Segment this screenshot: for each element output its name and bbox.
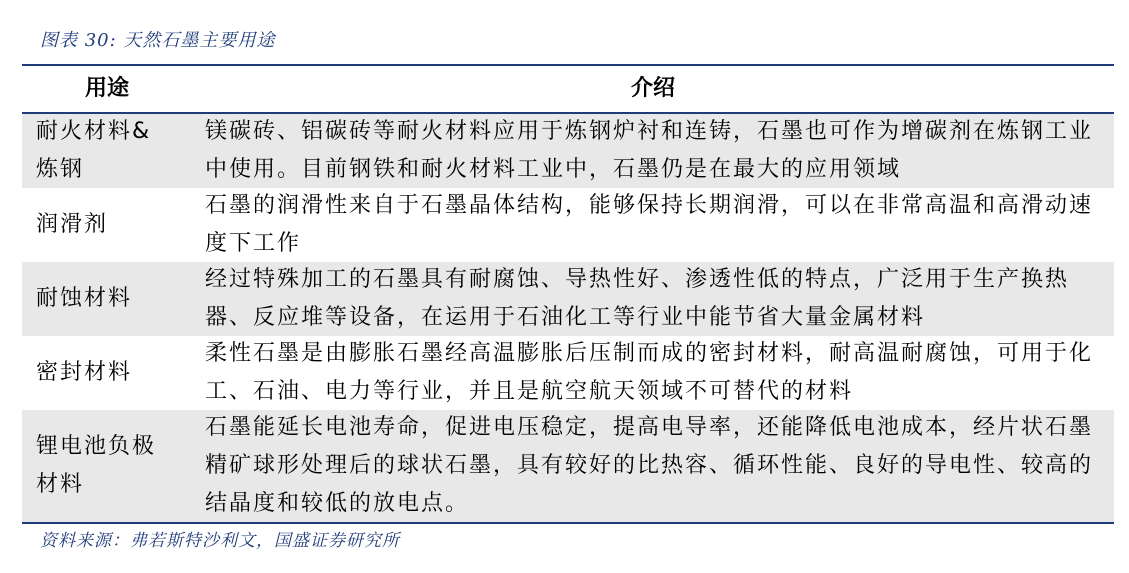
row-use: 润滑剂 xyxy=(36,212,109,237)
table-row xyxy=(22,188,1114,262)
table-row xyxy=(22,262,1114,336)
header-description: 介绍 xyxy=(630,76,675,101)
row-use: 耐蚀材料 xyxy=(36,286,133,311)
table-row xyxy=(22,336,1114,410)
row-use: 密封材料 xyxy=(36,360,133,385)
row-use: 锂电池负极 材料 xyxy=(36,434,157,497)
figure-caption: 图表 30: 天然石墨主要用途 xyxy=(40,30,276,51)
row-use: 耐火材料& 炼钢 xyxy=(36,119,152,182)
table-row xyxy=(22,410,1114,522)
row-description: 柔性石墨是由膨胀石墨经高温膨胀后压制而成的密封材料，耐高温耐腐蚀，可用于化工、石油、电力等行业，并且是航空航天领域不可替代的材料 xyxy=(205,341,1094,404)
row-description: 经过特殊加工的石墨具有耐腐蚀、导热性好、渗透性低的特点，广泛用于生产换热器、反应堆等设备，在运用于石油化工等行业中能节省大量金属材料 xyxy=(205,267,1070,330)
row-description: 石墨能延长电池寿命，促进电压稳定，提高电导率，还能降低电池成本，经片状石墨精矿球形处理后的球状石墨，具有较好的比热容、循环性能、良好的导电性、较高的结晶度和较低的放电点。 xyxy=(205,415,1094,516)
header-use: 用途 xyxy=(84,76,129,101)
table-row xyxy=(22,114,1114,188)
row-description: 石墨的润滑性来自于石墨晶体结构，能够保持长期润滑，可以在非常高温和高滑动速度下工作 xyxy=(205,193,1094,256)
table-header xyxy=(22,66,1114,112)
source-note: 资料来源：弗若斯特沙利文，国盛证券研究所 xyxy=(40,531,400,551)
row-description: 镁碳砖、铝碳砖等耐火材料应用于炼钢炉衬和连铸，石墨也可作为增碳剂在炼钢工业中使用。目前钢铁和耐火材料工业中，石墨仍是在最大的应用领域 xyxy=(205,119,1094,182)
table-bottom-rule xyxy=(22,522,1114,524)
